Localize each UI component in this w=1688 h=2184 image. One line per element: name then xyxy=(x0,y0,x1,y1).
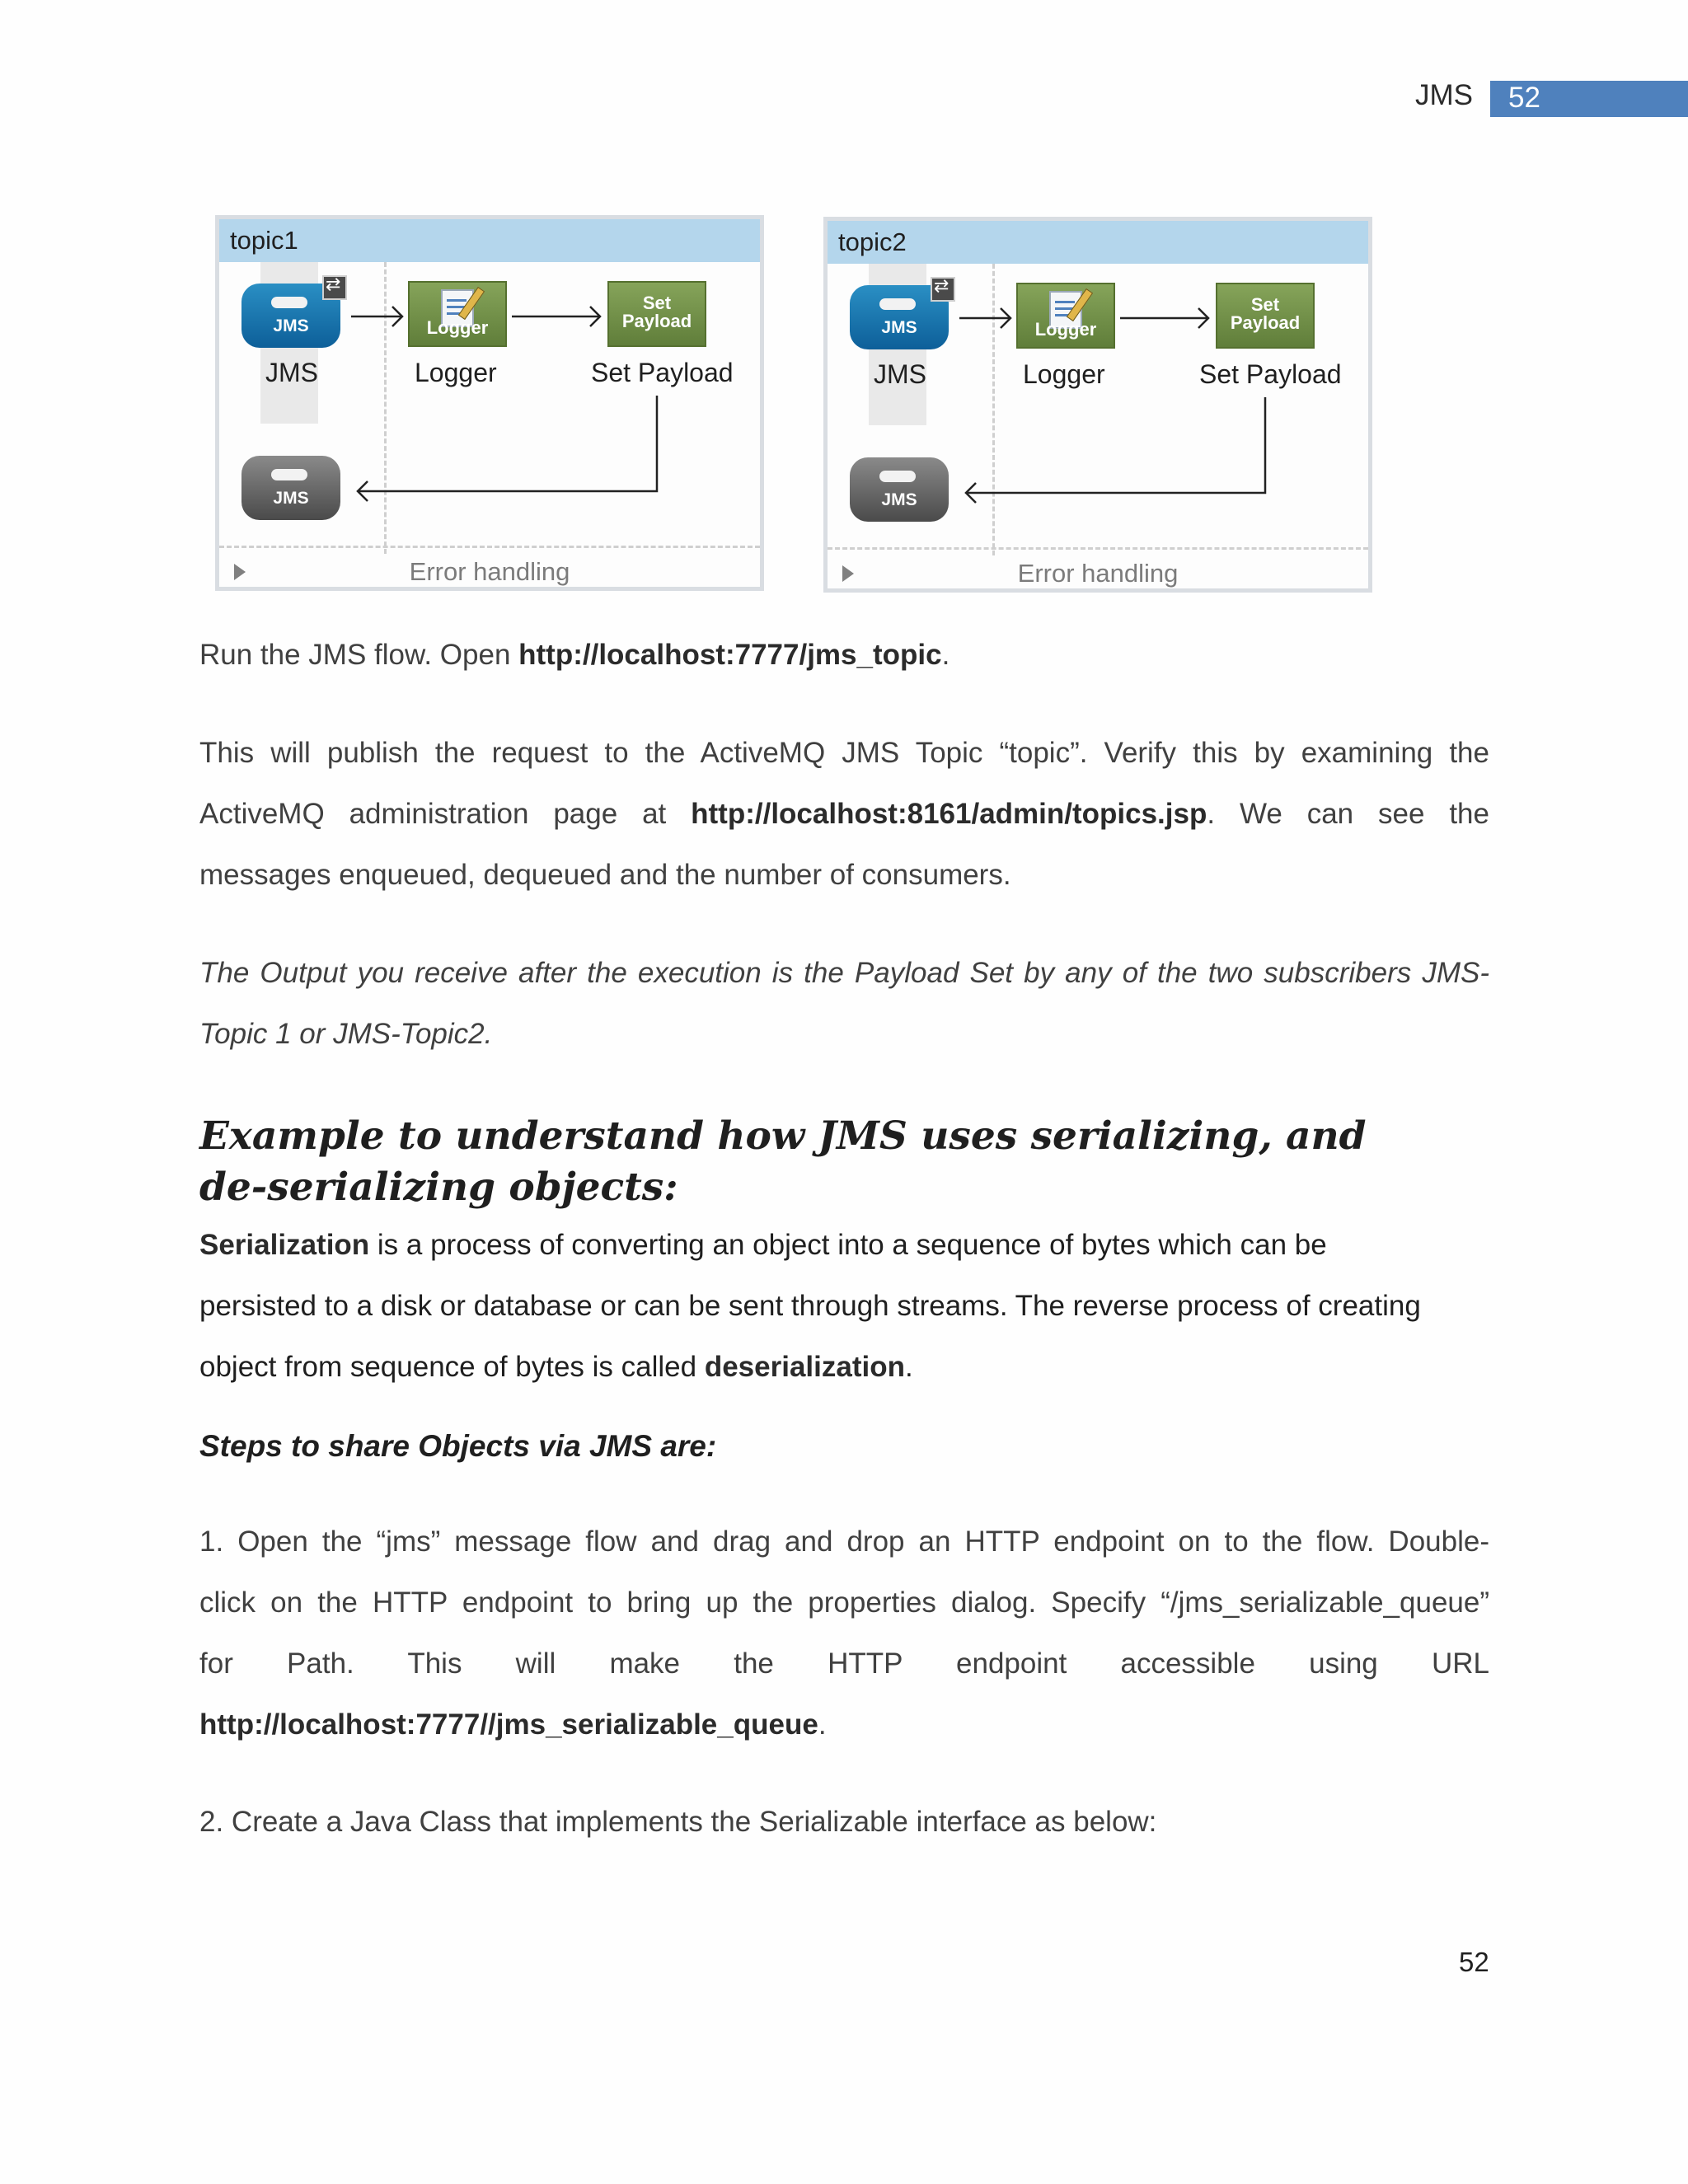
paragraph-serialization-line1: Serialization is a process of converting an object into a sequence of bytes which can be xyxy=(199,1229,1327,1261)
section-heading: Example to understand how JMS uses serializing, and de-serializing objects: xyxy=(199,1113,1367,1210)
paragraph-run-flow: Run the JMS flow. Open http://localhost:7777/jms_topic. xyxy=(199,639,950,671)
logger-icon[interactable]: Logger xyxy=(1016,283,1115,349)
error-handling-label[interactable]: Error handling xyxy=(1017,559,1179,588)
flow-diagram-topic1 xyxy=(215,215,764,591)
error-handling-divider xyxy=(219,546,760,548)
step1-line4: http://localhost:7777//jms_serializable_queue. xyxy=(199,1708,827,1741)
set-payload-caption: Set Payload xyxy=(591,358,734,387)
exchange-pattern-icon xyxy=(931,277,955,302)
flow-title: topic1 xyxy=(219,219,760,262)
paragraph-serialization-line3: object from sequence of bytes is called deserialization. xyxy=(199,1351,913,1383)
exchange-pattern-icon xyxy=(322,275,347,300)
error-handling-divider xyxy=(828,547,1368,550)
logger-caption: Logger xyxy=(415,358,497,387)
logger-caption: Logger xyxy=(1023,359,1105,389)
jms-inbound-icon[interactable]: JMS xyxy=(850,285,949,349)
jms-caption: JMS xyxy=(874,359,926,389)
set-payload-icon[interactable]: Set Payload xyxy=(607,281,706,347)
paragraph-publish-line1: This will publish the request to the ActiveMQ JMS Topic “topic”. Verify this by examining the xyxy=(199,737,1489,769)
step2-text: 2. Create a Java Class that implements the Serializable interface as below: xyxy=(199,1806,1157,1838)
jms-reply-icon: JMS xyxy=(241,456,340,520)
error-handling-label[interactable]: Error handling xyxy=(409,557,570,586)
paragraph-serialization-line2: persisted to a disk or database or can be sent through streams. The reverse process of creating xyxy=(199,1290,1421,1322)
step1-line3: for Path. This will make the HTTP endpoint accessible using URL xyxy=(199,1647,1489,1680)
footer-page-number: 52 xyxy=(1459,1947,1489,1977)
step1-line1: 1. Open the “jms” message flow and drag and drop an HTTP endpoint on to the flow. Double- xyxy=(199,1526,1489,1558)
paragraph-output-line1: The Output you receive after the execution is the Payload Set by any of the two subscribers JMS- xyxy=(199,957,1489,989)
set-payload-caption: Set Payload xyxy=(1199,359,1342,389)
running-header-page-number: 52 xyxy=(1508,82,1540,114)
running-header-section: JMS xyxy=(1415,79,1473,111)
paragraph-output-line2: Topic 1 or JMS-Topic2. xyxy=(199,1018,493,1050)
step1-line2: click on the HTTP endpoint to bring up the properties dialog. Specify “/jms_serializable_queue” xyxy=(199,1586,1489,1619)
set-payload-icon[interactable]: Set Payload xyxy=(1216,283,1315,349)
flow-connectors xyxy=(219,219,768,595)
paragraph-publish-line3: messages enqueued, dequeued and the number of consumers. xyxy=(199,859,1011,891)
jms-inbound-icon[interactable]: JMS xyxy=(241,284,340,348)
link-jms-serializable-queue[interactable]: http://localhost:7777//jms_serializable_queue xyxy=(199,1708,818,1741)
paragraph-publish-line2: ActiveMQ administration page at http://localhost:8161/admin/topics.jsp. We can see the xyxy=(199,798,1489,830)
logger-icon[interactable]: Logger xyxy=(408,281,507,347)
flow-connectors xyxy=(828,221,1376,597)
link-activemq-admin[interactable]: http://localhost:8161/admin/topics.jsp xyxy=(691,798,1207,830)
jms-reply-icon: JMS xyxy=(850,457,949,522)
flow-title: topic2 xyxy=(828,221,1368,264)
jms-caption: JMS xyxy=(265,358,318,387)
steps-subheading: Steps to share Objects via JMS are: xyxy=(199,1429,717,1463)
flow-diagram-topic2 xyxy=(823,217,1372,593)
link-jms-topic[interactable]: http://localhost:7777/jms_topic xyxy=(518,639,942,671)
